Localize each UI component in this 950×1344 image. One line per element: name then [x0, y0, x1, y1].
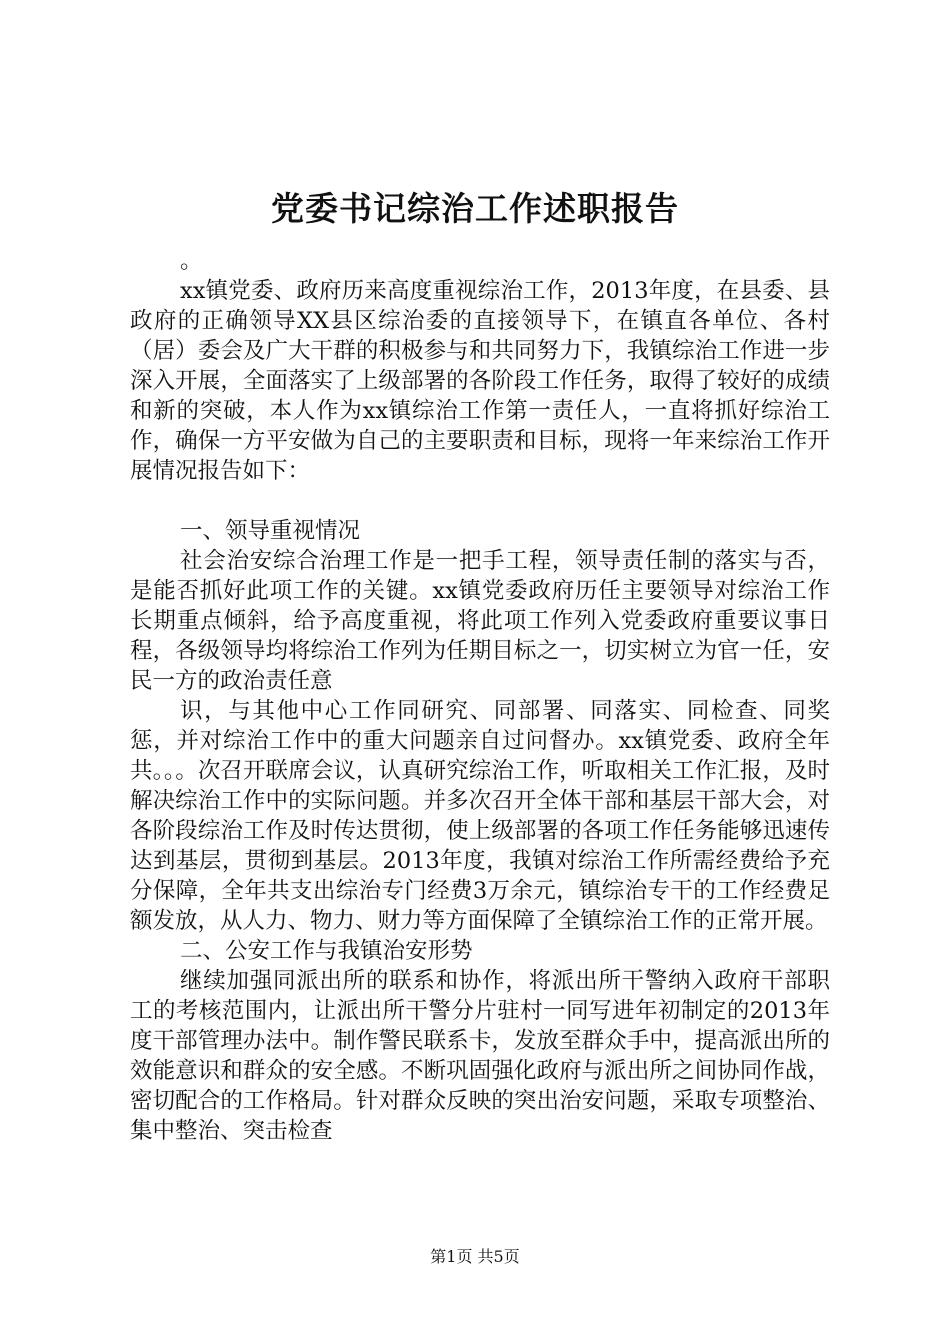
paragraph: 继续加强同派出所的联系和协作，将派出所干警纳入政府干部职工的考核范围内，让派出所干警分片驻村一同写进年初制定的2013年度干部管理办法中。制作警民联系卡，发放至群众手中，提高派出所的效能意识和群众的安全感。不断巩固强化政府与派出所之间协同作战，密切配合的工作格局。针对群众反映的突出治安问题，采取专项整治、集中整治、突击检查	[130, 968, 830, 1144]
paragraph: 。	[180, 248, 203, 274]
paragraph-gap	[130, 486, 830, 516]
paragraph: 识，与其他中心工作同研究、同部署、同落实、同检查、同奖惩，并对综治工作中的重大问题亲自过问督办。xx镇党委、政府全年共。。。次召开联席会议，认真研究综治工作，听取相关工作汇报，及时解决综治工作中的实际问题。并多次召开全体干部和基层干部大会，对各阶段综治工作及时传达贯彻，使上级部署的各项工作任务能够迅速传达到基层，贯彻到基层。2013年度，我镇对综治工作所需经费给予充分保障，全年共支出综治专门经费3万余元，镇综治专干的工作经费足额发放，从人力、物力、财力等方面保障了全镇综治工作的正常开展。	[130, 698, 830, 934]
page-footer: 第1页 共5页	[430, 1247, 520, 1266]
paragraph: 二、公安工作与我镇治安形势	[180, 938, 473, 964]
paragraph: 一、领导重视情况	[180, 518, 361, 544]
document-body	[130, 246, 830, 1146]
document-title: 党委书记综治工作述职报告	[271, 189, 679, 228]
paragraph: xx镇党委、政府历来高度重视综治工作，2013年度，在县委、县政府的正确领导XX县区综治委的直接领导下，在镇直各单位、各村（居）委会及广大干群的积极参与和共同努力下，我镇综治工作进一步深入开展，全面落实了上级部署的各阶段工作任务，取得了较好的成绩和新的突破，本人作为xx镇综治工作第一责任人，一直将抓好综治工作，确保一方平安做为自己的主要职责和目标，现将一年来综治工作开展情况报告如下：	[130, 278, 830, 484]
paragraph: 社会治安综合治理工作是一把手工程，领导责任制的落实与否，是能否抓好此项工作的关键。xx镇党委政府历任主要领导对综治工作长期重点倾斜，给予高度重视，将此项工作列入党委政府重要议事日程，各级领导均将综治工作列为任期目标之一，切实树立为官一任，安民一方的政治责任意	[130, 548, 830, 694]
